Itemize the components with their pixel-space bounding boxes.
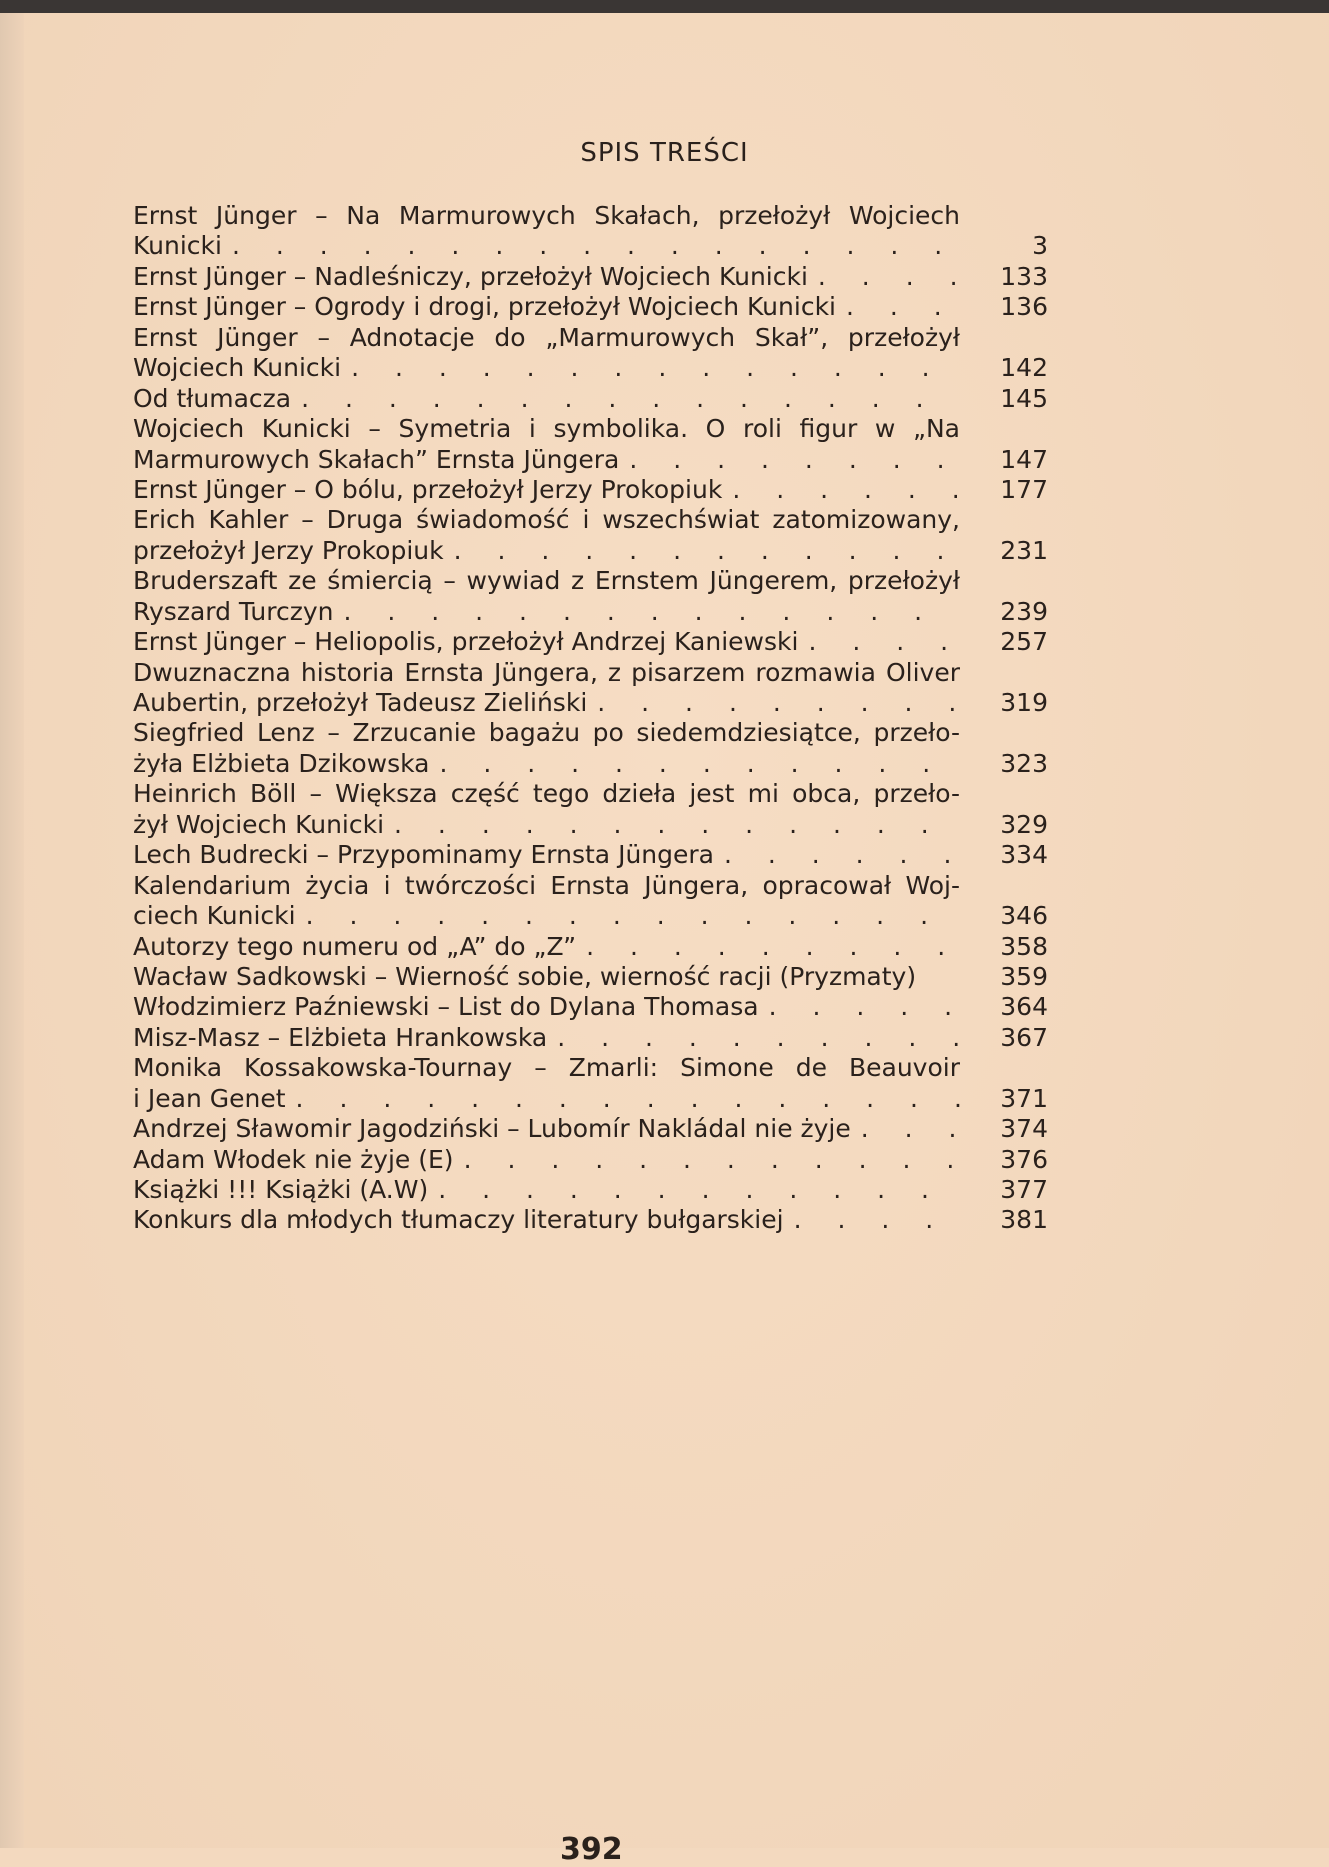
toc-entry — [133, 201, 1048, 262]
entry-last-line — [133, 1083, 1048, 1114]
dot-leader — [351, 353, 960, 383]
entry-text: Misz-Masz – Elżbieta Hrankowska — [133, 1022, 548, 1052]
entry-last-line — [133, 383, 1048, 414]
entry-text: Wojciech Kunicki — [133, 353, 342, 383]
dot-leader — [769, 992, 960, 1022]
entry-text: Konkurs dla młodych tłumaczy literatury bułgarskiej — [133, 1205, 784, 1235]
toc-entry — [133, 962, 1048, 992]
entry-last-line — [133, 809, 1048, 840]
toc-entry — [133, 262, 1048, 292]
entry-line: Ernst Jünger – Adnotacje do „Marmurowych Skał”, przełożył — [133, 322, 960, 352]
entry-last-line — [133, 901, 1048, 931]
entry-last-line — [133, 627, 1048, 657]
dot-leader — [306, 901, 960, 931]
entry-last-line — [133, 748, 1048, 779]
entry-last-line — [133, 1144, 1048, 1175]
entry-page-number: 329 — [1000, 809, 1048, 839]
entry-text: Wacław Sadkowski – Wierność sobie, wierność racji (Pryzmaty) — [133, 961, 917, 991]
entry-last-line — [133, 292, 1048, 322]
entry-text: Aubertin, przełożył Tadeusz Zieliński — [133, 688, 588, 717]
toc-entry — [133, 1145, 1048, 1175]
entry-text: Lech Budrecki – Przypominamy Ernsta Jüngera — [133, 840, 714, 870]
dot-leader — [343, 597, 960, 627]
entry-page-number: 257 — [1000, 627, 1048, 657]
entry-page-number: 374 — [1000, 1114, 1048, 1144]
entry-text: Ernst Jünger – Heliopolis, przełożył Andrzej Kaniewski — [133, 627, 799, 657]
entry-line: Dwuznaczna historia Ernsta Jüngera, z pisarzem rozmawia Oliver — [133, 657, 960, 687]
entry-last-line — [133, 231, 1048, 261]
dot-leader — [454, 536, 960, 566]
entry-last-line — [133, 1205, 1048, 1235]
dot-leader — [586, 932, 960, 962]
entry-last-line — [133, 992, 1048, 1022]
entry-last-line — [133, 1175, 1048, 1205]
entry-page-number: 364 — [1000, 992, 1048, 1022]
page-title: SPIS TREŚCI — [580, 138, 749, 168]
entry-text: Od tłumacza — [133, 383, 292, 413]
toc-entry — [133, 292, 1048, 322]
toc-entry — [133, 871, 1048, 932]
table-of-contents — [133, 201, 1048, 1236]
toc-entry — [133, 1175, 1048, 1205]
entry-text: Ryszard Turczyn — [133, 596, 334, 626]
entry-line: Kalendarium życia i twórczości Ernsta Jüngera, opracował Woj- — [133, 870, 960, 900]
dot-leader — [438, 1175, 960, 1205]
entry-page-number: 371 — [1000, 1083, 1048, 1113]
dot-leader — [301, 384, 960, 414]
entry-last-line — [133, 961, 1048, 992]
dot-leader — [794, 1205, 960, 1235]
entry-last-line — [133, 353, 1048, 383]
entry-text: Ernst Jünger – Nadleśniczy, przełożył Wojciech Kunicki — [133, 261, 808, 291]
entry-page-number: 319 — [1000, 688, 1048, 717]
book-gutter — [0, 13, 24, 1848]
entry-text: Marmurowych Skałach” Ernsta Jüngera — [133, 444, 620, 474]
dot-leader — [861, 1114, 960, 1144]
entry-last-line — [133, 688, 1048, 718]
entry-text: Autorzy tego numeru od „A” do „Z” — [133, 931, 577, 961]
dot-leader — [464, 1145, 960, 1175]
entry-text: przełożył Jerzy Prokopiuk — [133, 535, 444, 565]
dot-leader — [629, 445, 960, 475]
entry-line: Siegfried Lenz – Zrzucanie bagażu po siedemdziesiątce, przeło- — [133, 718, 960, 748]
entry-text: Ernst Jünger – Ogrody i drogi, przełożył Wojciech Kunicki — [133, 292, 836, 322]
entry-text: Andrzej Sławomir Jagodziński – Lubomír Nakládal nie żyje — [133, 1114, 851, 1144]
entry-last-line — [133, 1114, 1048, 1144]
entry-text: Ernst Jünger – O bólu, przełożył Jerzy Prokopiuk — [133, 474, 723, 504]
entry-page-number: 239 — [1000, 596, 1048, 626]
entry-text: Książki !!! Książki (A.W) — [133, 1175, 429, 1204]
entry-page-number: 377 — [1000, 1175, 1048, 1204]
toc-entry — [133, 475, 1048, 505]
dot-leader — [808, 627, 960, 657]
page-number: 392 — [560, 1832, 623, 1867]
dot-leader — [732, 475, 960, 505]
dot-leader — [724, 840, 960, 870]
entry-last-line — [133, 596, 1048, 627]
toc-entry — [133, 840, 1048, 870]
entry-line: Monika Kossakowska-Tournay – Zmarli: Simone de Beauvoir — [133, 1053, 960, 1083]
entry-last-line — [133, 535, 1048, 566]
entry-text: i Jean Genet — [133, 1083, 286, 1113]
entry-text: Włodzimierz Paźniewski – List do Dylana Thomasa — [133, 992, 759, 1022]
entry-page-number: 381 — [1000, 1205, 1048, 1235]
entry-page-number: 367 — [1000, 1022, 1048, 1052]
toc-entry — [133, 566, 1048, 627]
entry-page-number: 3 — [1032, 231, 1048, 261]
dot-leader — [846, 292, 960, 322]
entry-page-number: 323 — [1000, 748, 1048, 778]
dot-leader — [818, 262, 960, 292]
entry-line: Wojciech Kunicki – Symetria i symbolika. O roli figur w „Na — [133, 414, 960, 444]
entry-page-number: 376 — [1000, 1144, 1048, 1174]
dot-leader — [597, 688, 960, 718]
toc-entry — [133, 1053, 1048, 1114]
entry-line: Erich Kahler – Druga świadomość i wszechświat zatomizowany, — [133, 505, 960, 535]
entry-page-number: 359 — [1000, 961, 1048, 991]
entry-page-number: 346 — [1000, 901, 1048, 931]
toc-entry — [133, 414, 1048, 475]
dot-leader — [439, 749, 960, 779]
dot-leader — [232, 231, 960, 261]
toc-entry — [133, 658, 1048, 719]
entry-line: Ernst Jünger – Na Marmurowych Skałach, przełożył Wojciech — [133, 201, 960, 230]
entry-last-line — [133, 261, 1048, 292]
scanner-edge — [0, 0, 1329, 13]
entry-line: Bruderszaft ze śmiercią – wywiad z Ernstem Jüngerem, przełożył — [133, 566, 960, 596]
toc-entry — [133, 718, 1048, 779]
dot-leader — [296, 1084, 960, 1114]
entry-page-number: 145 — [1000, 383, 1048, 413]
entry-last-line — [133, 931, 1048, 962]
dot-leader — [394, 810, 960, 840]
entry-page-number: 147 — [1000, 444, 1048, 474]
entry-page-number: 231 — [1000, 535, 1048, 565]
entry-page-number: 133 — [1000, 261, 1048, 291]
entry-text: ciech Kunicki — [133, 901, 296, 931]
entry-page-number: 334 — [1000, 840, 1048, 870]
toc-entry — [133, 1023, 1048, 1053]
entry-text: żył Wojciech Kunicki — [133, 809, 385, 839]
toc-entry — [133, 992, 1048, 1022]
entry-page-number: 142 — [1000, 353, 1048, 383]
entry-text: Adam Włodek nie żyje (E) — [133, 1144, 454, 1174]
toc-entry — [133, 1205, 1048, 1235]
entry-last-line — [133, 1022, 1048, 1053]
entry-text: Kunicki — [133, 231, 222, 261]
entry-page-number: 136 — [1000, 292, 1048, 322]
entry-page-number: 358 — [1000, 931, 1048, 961]
toc-entry — [133, 1114, 1048, 1144]
entry-page-number: 177 — [1000, 474, 1048, 504]
dot-leader — [557, 1023, 960, 1053]
entry-last-line — [133, 474, 1048, 505]
toc-entry — [133, 779, 1048, 840]
toc-entry — [133, 505, 1048, 566]
toc-entry — [133, 627, 1048, 657]
toc-entry — [133, 323, 1048, 384]
toc-entry — [133, 384, 1048, 414]
entry-line: Heinrich Böll – Większa część tego dzieła jest mi obca, przeło- — [133, 779, 960, 809]
entry-last-line — [133, 444, 1048, 475]
toc-entry — [133, 932, 1048, 962]
entry-text: żyła Elżbieta Dzikowska — [133, 748, 430, 778]
entry-last-line — [133, 840, 1048, 870]
